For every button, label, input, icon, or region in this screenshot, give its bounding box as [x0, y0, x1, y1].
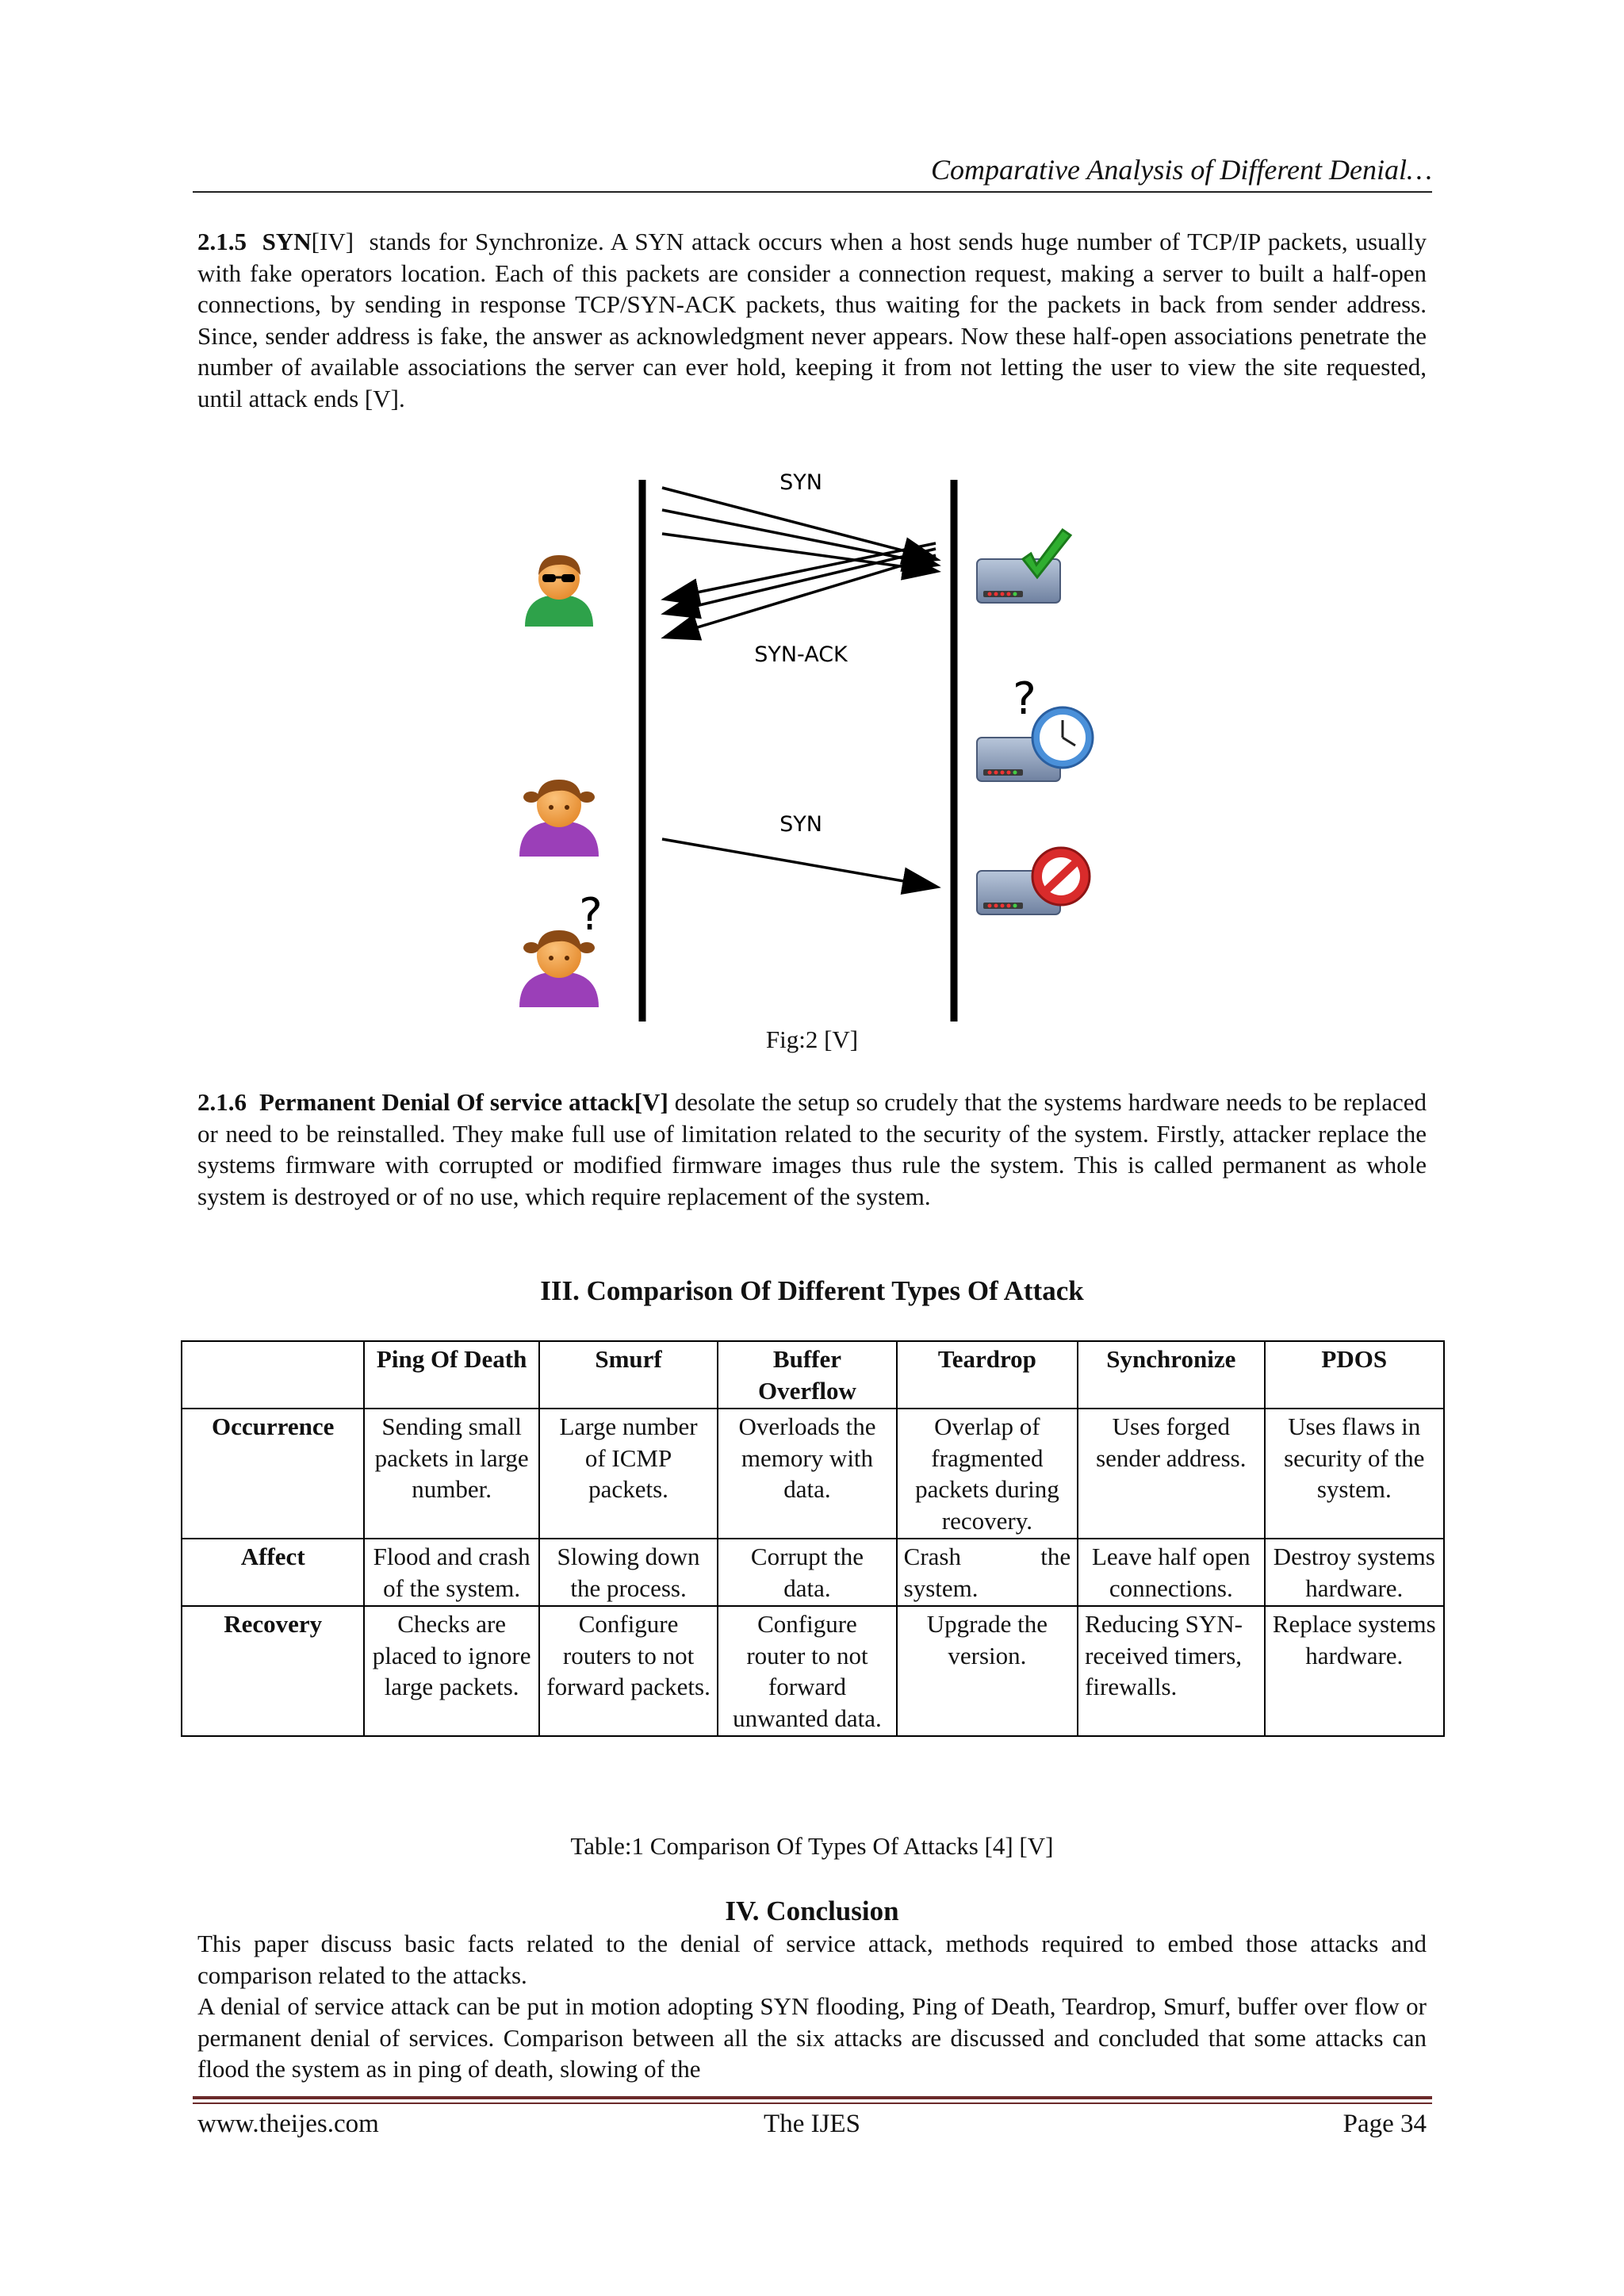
- section-iv-title: IV. Conclusion: [725, 1895, 899, 1926]
- table-cell: Leave half open connections.: [1078, 1539, 1264, 1606]
- block-icon: [1032, 848, 1090, 905]
- table-cell: Replace systems hardware.: [1265, 1606, 1444, 1736]
- footer-rule-thin: [193, 2102, 1432, 2104]
- table-cell: Crash the system.: [897, 1539, 1078, 1606]
- table-cell: Overloads the memory with data.: [718, 1409, 896, 1539]
- syn-ack-arrows: [666, 543, 936, 637]
- table-row: [182, 1409, 1444, 1539]
- table-row: [182, 1539, 1444, 1606]
- row-label: Occurrence: [182, 1409, 364, 1539]
- table-cell: Reducing SYN-received timers, firewalls.: [1078, 1606, 1264, 1736]
- table-header-cell: Smurf: [539, 1341, 718, 1409]
- running-title: Comparative Analysis of Different Denial…: [931, 154, 1432, 186]
- table-cell: Sending small packets in large number.: [364, 1409, 538, 1539]
- footer-rule: [193, 2096, 1432, 2099]
- table-cell: Destroy systems hardware.: [1265, 1539, 1444, 1606]
- server-question-mark: ?: [1013, 673, 1036, 725]
- table-row: [182, 1606, 1444, 1736]
- syn-paragraph: 2.1.5 SYN[IV] stands for Synchronize. A SYN attack occurs when a host sends huge number of TCP/IP packets, usually with fake operators location. Each of this packets are consider a connection request, making a server to built a half-open connections, by sending in response TCP/SYN-ACK packets, thus waiting for the packets in back from sender address. Since, sender address is fake, the answer as acknowledgment never appears. Now these half-open associations penetrate the number of available associations the server can ever hold, keeping it from not letting the user to view the site requested, until attack ends [V].: [197, 228, 1427, 412]
- table-cell: Configure routers to not forward packets.: [539, 1606, 718, 1736]
- table-header-cell: Synchronize: [1078, 1341, 1264, 1409]
- server-ok-icon: [977, 530, 1071, 603]
- footer-page-number: Page 34: [1342, 2110, 1427, 2138]
- footer-journal: The IJES: [764, 2110, 860, 2138]
- row-label: Recovery: [182, 1606, 364, 1736]
- table-cell: Checks are placed to ignore large packets.: [364, 1606, 538, 1736]
- syn-ack-arrow: [666, 549, 936, 613]
- syn-arrow: [662, 488, 936, 559]
- footer: [197, 2110, 1427, 2145]
- legit-syn-arrow: [662, 839, 936, 887]
- table-header-row: [182, 1341, 1444, 1409]
- syn-label-top: SYN: [779, 470, 822, 495]
- syn-label-bottom: SYN: [779, 812, 822, 837]
- table-cell: Large number of ICMP packets.: [539, 1409, 718, 1539]
- table-header-cell: Buffer Overflow: [718, 1341, 896, 1409]
- syn-arrow: [662, 510, 936, 565]
- user-question-mark: ?: [579, 889, 603, 941]
- waiting-user-icon: [519, 930, 599, 1007]
- table-cell: Overlap of fragmented packets during recovery.: [897, 1409, 1078, 1539]
- table-cell: Uses forged sender address.: [1078, 1409, 1264, 1539]
- table-header-cell: PDOS: [1265, 1341, 1444, 1409]
- pdos-paragraph: 2.1.6 Permanent Denial Of service attack[V] desolate the setup so crudely that the systems hardware needs to be replaced or need to be reinstalled. They make full use of limitation related to the security of the system. Firstly, attacker replace the systems firmware with corrupted or modified firmware images thus rule the system. This is called permanent as whole system is destroyed or of no use, which require replacement of the system.: [197, 1088, 1427, 1210]
- attacker-icon: [525, 555, 593, 627]
- section-iii-title: III. Comparison Of Different Types Of Attack: [540, 1275, 1084, 1306]
- conclusion-paragraph-1: This paper discuss basic facts related to the denial of service attack, methods required to embed those attacks and comparison related to the attacks.: [197, 1930, 1427, 1989]
- table-cell: Upgrade the version.: [897, 1606, 1078, 1736]
- table-header-cell: Ping Of Death: [364, 1341, 538, 1409]
- table-header-cell: [182, 1341, 364, 1409]
- table-cell: Uses flaws in security of the system.: [1265, 1409, 1444, 1539]
- syn-ack-label: SYN-ACK: [754, 642, 848, 667]
- figure-caption: Fig:2 [V]: [765, 1025, 859, 1053]
- table-cell: Configure router to not forward unwanted data.: [718, 1606, 896, 1736]
- table-caption: Table:1 Comparison Of Types Of Attacks [4] [V]: [570, 1832, 1054, 1860]
- syn-attack-figure: [508, 468, 1142, 1023]
- footer-website: www.theijes.com: [197, 2110, 379, 2138]
- conclusion-paragraph-2: A denial of service attack can be put in motion adopting SYN flooding, Ping of Death, Teardrop, Smurf, buffer over flow or permanent denial of services. Comparison between all the six attacks are discussed and concluded that some attacks can flood the system as in ping of death, slowing of the: [197, 1992, 1427, 2083]
- table-header-cell: Teardrop: [897, 1341, 1078, 1409]
- user-icon: [519, 780, 599, 857]
- clock-icon: [1032, 707, 1093, 768]
- syn-ack-arrow: [666, 555, 936, 637]
- comparison-table: [181, 1340, 1445, 1737]
- table-cell: Corrupt the data.: [718, 1539, 896, 1606]
- header-rule: [193, 191, 1432, 193]
- table-cell: Flood and crash of the system.: [364, 1539, 538, 1606]
- table-cell: Slowing down the process.: [539, 1539, 718, 1606]
- row-label: Affect: [182, 1539, 364, 1606]
